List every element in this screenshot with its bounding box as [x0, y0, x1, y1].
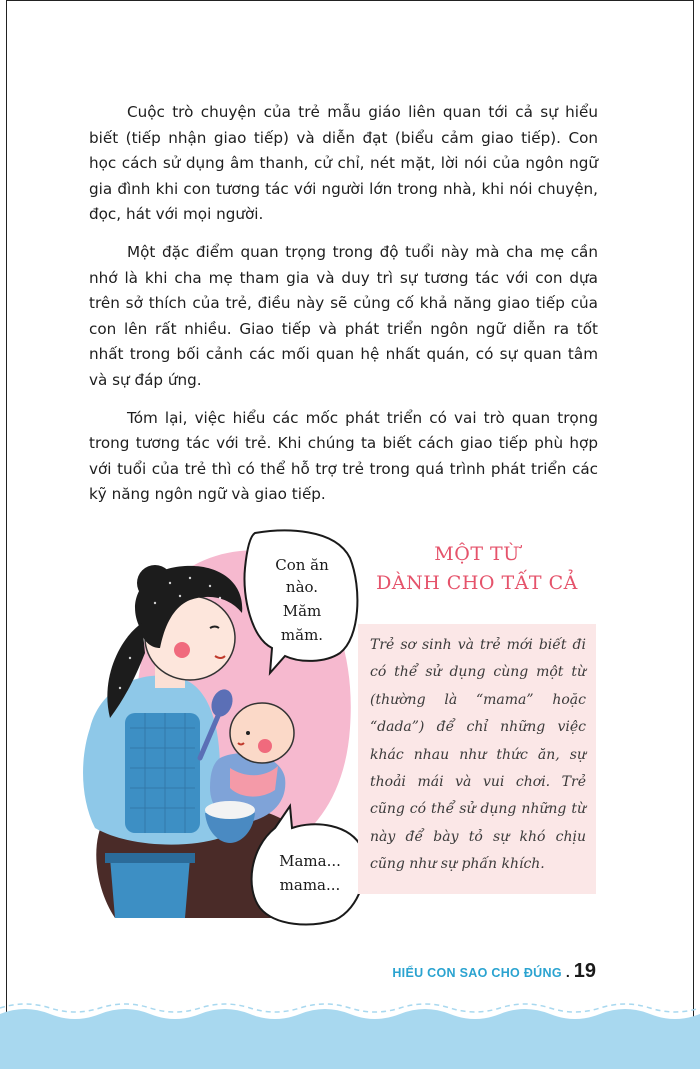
paragraph-1: Cuộc trò chuyện của trẻ mẫu giáo liên quan tới cả sự hiểu biết (tiếp nhận giao tiếp) và diễn đạt (biểu cảm giao tiếp). Con học cách sử dụng âm thanh, cử chỉ, nét mặt, lời nói của ngôn ngữ gia đình khi con tương tác với người lớn trong nhà, khi nói chuyện, đọc, hát với mọi người.	[89, 103, 598, 224]
box-title-line-1: MỘT TỪ	[434, 543, 520, 565]
box-title-line-2: DÀNH CHO TẤT CẢ	[376, 572, 578, 594]
mother-cheek	[174, 642, 190, 658]
pot	[110, 858, 190, 918]
bubble-mother-line-2: nào.	[285, 578, 319, 596]
bubble-baby-line-2: mama...	[279, 876, 341, 894]
paragraph-3: Tóm lại, việc hiểu các mốc phát triển có vai trò quan trọng trong tương tác với trẻ. Khi chúng ta biết cách giao tiếp phù hợp với tuổi của trẻ thì có thể hỗ trợ trẻ trong quá trình phát triển các kỹ năng ngôn ngữ và giao tiếp.	[89, 408, 598, 504]
box-title	[356, 540, 598, 598]
apron	[125, 713, 200, 833]
bubble-mother-line-3: Măm	[282, 602, 322, 620]
paragraph-2: Một đặc điểm quan trọng trong độ tuổi này mà cha mẹ cần nhớ là khi cha mẹ tham gia và duy trì sự tương tác với con dựa trên sở thích của trẻ, điều này sẽ củng cố khả năng giao tiếp của con lên rất nhiều. Giao tiếp và phát triển ngôn ngữ diễn ra tốt nhất trong bối cảnh các mối quan hệ nhất quán, có sự quan tâm và sự đáp ứng.	[89, 242, 598, 389]
info-box-text: Trẻ sơ sinh và trẻ mới biết đi có thể sử dụng cùng một từ (thường là “mama” hoặc “dada”) để chỉ những việc khác nhau như thức ăn, sự thoải mái và vui chơi. Trẻ cũng có thể sử dụng những từ này để bày tỏ sự khó chịu cũng như sự phấn khích.	[370, 637, 586, 873]
bubble-mother-line-4: măm.	[280, 626, 324, 644]
bubble-baby-line-1: Mama...	[279, 852, 341, 870]
page-number: 19	[573, 960, 596, 982]
page-footer	[392, 960, 596, 984]
footer-dot: .	[565, 964, 570, 980]
baby-head	[230, 703, 294, 763]
wave-decoration	[0, 1000, 700, 1069]
mother-feeding-baby-illustration	[70, 528, 370, 930]
body-text	[89, 100, 598, 520]
bubble-mother-line-1: Con ăn	[275, 556, 329, 574]
baby-cheek	[258, 739, 272, 753]
bowl-food	[205, 801, 255, 819]
info-box	[358, 624, 596, 894]
hair-bun	[137, 565, 173, 601]
footer-book-title: HIỂU CON SAO CHO ĐÚNG	[392, 966, 562, 980]
